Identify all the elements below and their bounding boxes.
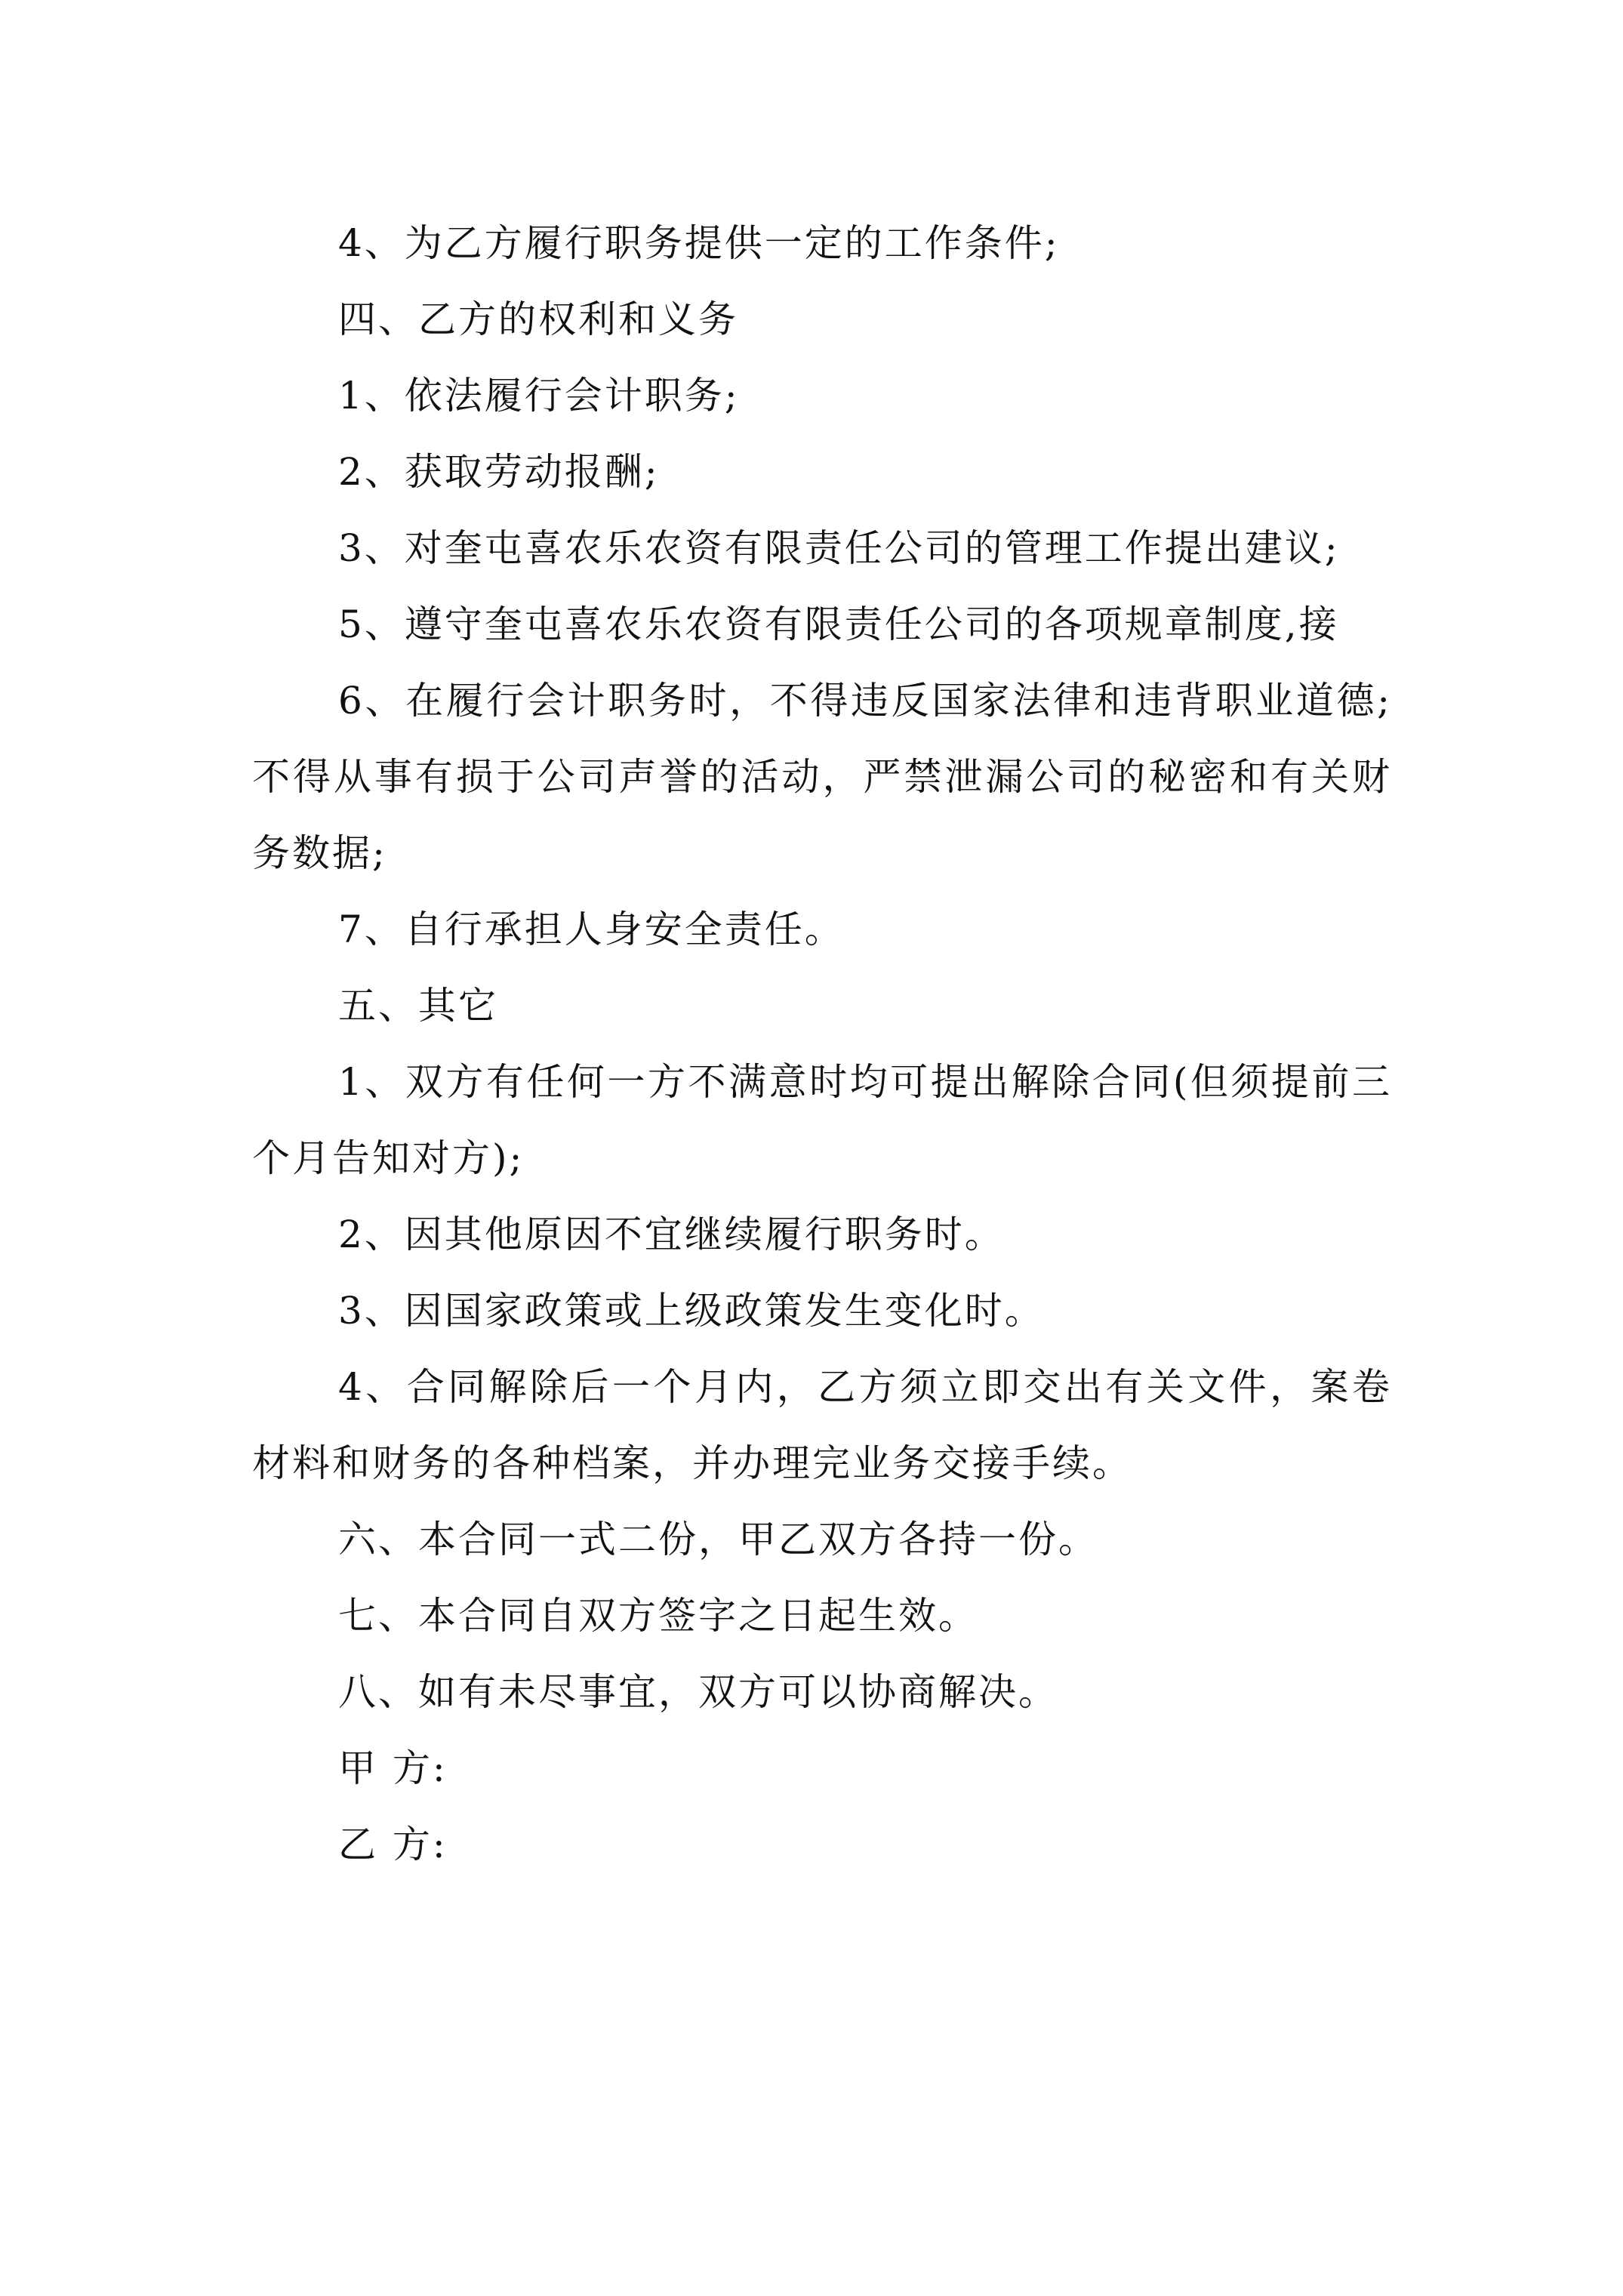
clause-other-reasons: 2、因其他原因不宜继续履行职务时。	[338, 1213, 1005, 1256]
clause-personal-safety: 7、自行承担人身安全责任。	[338, 908, 845, 951]
signature-party-b: 乙 方:	[338, 1823, 448, 1866]
clause-policy-change: 3、因国家政策或上级政策发生变化时。	[338, 1289, 1045, 1333]
clause-handover: 4、合同解除后一个月内，乙方须立即交出有关文件，案卷材料和财务的各种档案，并办理完业务交接手续。	[252, 1365, 1392, 1485]
clause-comply-rules: 5、遵守奎屯喜农乐农资有限责任公司的各项规章制度,接	[338, 603, 1339, 646]
clause-copies: 六、本合同一式二份，甲乙双方各持一份。	[338, 1518, 1098, 1561]
clause-effective-date: 七、本合同自双方签字之日起生效。	[338, 1594, 978, 1638]
section-heading-party-b-rights: 四、乙方的权利和义务	[338, 297, 738, 341]
clause-ethics: 6、在履行会计职务时，不得违反国家法律和违背职业道德;不得从事有损于公司声誉的活动，严禁泄漏公司的秘密和有关财务数据;	[252, 679, 1392, 875]
clause-negotiation: 八、如有未尽事宜，双方可以协商解决。	[338, 1670, 1058, 1714]
clause-termination-notice: 1、双方有任何一方不满意时均可提出解除合同(但须提前三个月告知对方);	[252, 1060, 1392, 1180]
clause-work-conditions: 4、为乙方履行职务提供一定的工作条件;	[338, 221, 1060, 265]
clause-suggestions: 3、对奎屯喜农乐农资有限责任公司的管理工作提出建议;	[338, 526, 1340, 570]
clause-remuneration: 2、获取劳动报酬;	[338, 450, 660, 494]
contract-text	[252, 205, 1392, 1883]
section-heading-other: 五、其它	[338, 984, 498, 1028]
clause-perform-duties: 1、依法履行会计职务;	[338, 374, 740, 418]
signature-party-a: 甲 方:	[338, 1746, 448, 1790]
